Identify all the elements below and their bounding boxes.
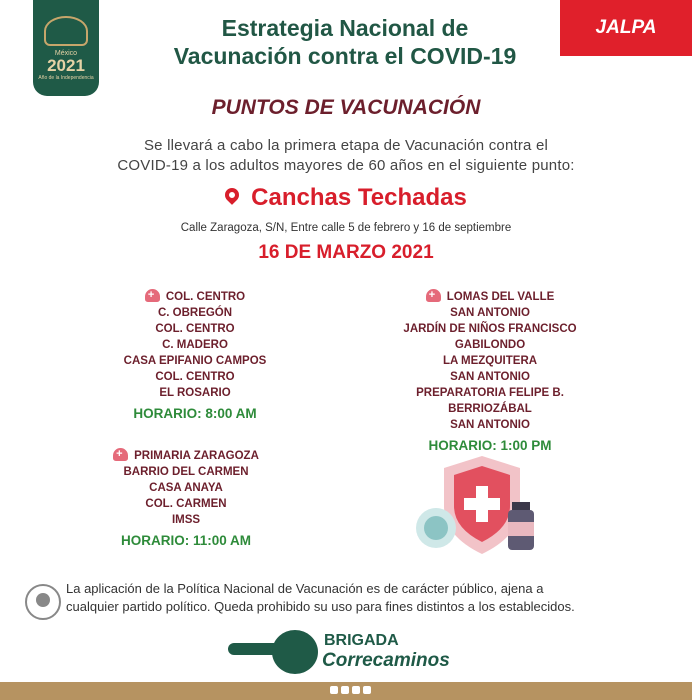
- group-line: CASA EPIFANIO CAMPOS: [123, 355, 267, 367]
- group-line: EL ROSARIO: [159, 387, 231, 399]
- group-line: BARRIO DEL CARMEN: [123, 466, 249, 478]
- schedule-time: HORARIO: 1:00 PM: [428, 438, 552, 453]
- map-pin-icon: [222, 185, 242, 205]
- facebook-icon[interactable]: [330, 686, 338, 694]
- schedule-time: HORARIO: 11:00 AM: [120, 533, 252, 548]
- group-line: LA MEZQUITERA: [442, 355, 538, 367]
- legal-notice: [66, 580, 666, 616]
- group-line: SAN ANTONIO: [450, 307, 530, 319]
- vaccine-shield-illustration: [412, 450, 552, 560]
- group-line: COL. CENTRO: [155, 323, 235, 335]
- group-line: BERRIOZÁBAL: [448, 403, 532, 415]
- region-tag: JALPA: [560, 0, 692, 56]
- group-line: SAN ANTONIO: [450, 419, 530, 431]
- logo-year: 2021: [47, 55, 85, 75]
- location-name: Canchas Techadas: [251, 184, 467, 211]
- schedule-group-1: [105, 287, 285, 425]
- social-icons: [330, 686, 371, 694]
- correcaminos-label: Correcaminos: [322, 650, 450, 671]
- group-line: JARDÍN DE NIÑOS FRANCISCO: [403, 323, 577, 335]
- group-line: +LOMAS DEL VALLE: [390, 287, 590, 305]
- intro-line-2: COVID-19 a los adultos mayores de 60 años en el siguiente punto:: [117, 157, 575, 174]
- group-line: +PRIMARIA ZARAGOZA: [96, 446, 276, 464]
- group-line: C. MADERO: [162, 339, 228, 351]
- mexico-2021-logo: [33, 0, 99, 96]
- schedule-time: HORARIO: 8:00 AM: [133, 406, 257, 421]
- group-line: CASA ANAYA: [149, 482, 223, 494]
- government-seal-icon: [25, 584, 61, 620]
- brigada-label: BRIGADA: [324, 632, 399, 649]
- group-line: SAN ANTONIO: [450, 371, 530, 383]
- location-heading: [0, 184, 692, 212]
- schedule-group-2: [96, 446, 276, 552]
- group-line: COL. CARMEN: [145, 498, 227, 510]
- vaccination-date: 16 DE MARZO 2021: [258, 242, 434, 263]
- schedule-group-3: [390, 287, 590, 457]
- logo-text-top: México: [54, 49, 78, 57]
- legal-line-2: cualquier partido político. Queda prohibido su uso para fines distintos a los establecidos.: [66, 599, 575, 614]
- group-line: GABILONDO: [454, 339, 526, 351]
- group-line: COL. CENTRO: [155, 371, 235, 383]
- address: Calle Zaragoza, S/N, Entre calle 5 de febrero y 16 de septiembre: [180, 222, 512, 234]
- group-line: +COL. CENTRO: [105, 287, 285, 305]
- subtitle: PUNTOS DE VACUNACIÓN: [211, 96, 481, 119]
- intro-line-1: Se llevará a cabo la primera etapa de Vacunación contra el: [143, 137, 549, 154]
- heart-cross-icon: [426, 289, 441, 302]
- group-line: C. OBREGÓN: [157, 307, 233, 319]
- instagram-icon[interactable]: [352, 686, 360, 694]
- group-line: IMSS: [171, 514, 201, 526]
- twitter-icon[interactable]: [341, 686, 349, 694]
- intro-text: [40, 136, 652, 176]
- heart-cross-icon: [113, 448, 128, 461]
- roadrunner-badge-icon: [272, 630, 318, 674]
- title-line-2: Vacunación contra el COVID-19: [173, 43, 517, 69]
- eagle-emblem-icon: [44, 16, 88, 46]
- group-line: PREPARATORIA FELIPE B.: [416, 387, 564, 399]
- page-title: [130, 14, 560, 70]
- youtube-icon[interactable]: [363, 686, 371, 694]
- brigada-correcaminos-logo: [228, 628, 468, 676]
- heart-cross-icon: [145, 289, 160, 302]
- logo-text-bottom: Año de la Independencia: [38, 74, 94, 81]
- legal-line-1: La aplicación de la Política Nacional de Vacunación es de carácter público, ajena a: [66, 581, 544, 596]
- title-line-1: Estrategia Nacional de: [221, 15, 469, 41]
